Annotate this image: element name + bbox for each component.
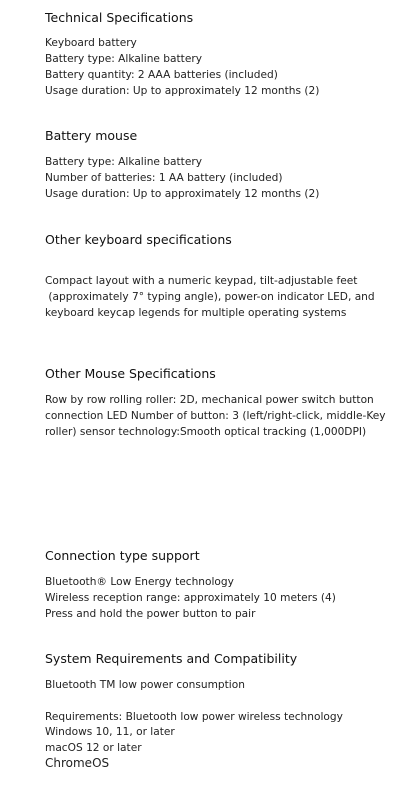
connection-line: Wireless reception range: approximately 10 meters (4) (45, 592, 336, 604)
connection-line: Bluetooth® Low Energy technology (45, 576, 234, 588)
tech-specs-line: Battery quantity: 2 AAA batteries (included) (45, 69, 278, 81)
mouse-specs-line: roller) sensor technology:Smooth optical tracking (1,000DPI) (45, 426, 367, 438)
system-req-line: Windows 10, 11, or later (45, 726, 175, 738)
keyboard-specs-heading: Other keyboard specifications (45, 232, 232, 247)
battery-mouse-line: Usage duration: Up to approximately 12 months (2) (45, 188, 320, 200)
system-req-line: Bluetooth TM low power consumption (45, 679, 245, 691)
battery-mouse-line: Number of batteries: 1 AA battery (included) (45, 172, 283, 184)
tech-specs-heading: Technical Specifications (45, 10, 194, 25)
mouse-specs-line: connection LED Number of button: 3 (left/right-click, middle-Key (45, 410, 386, 422)
system-req-line: macOS 12 or later (45, 742, 142, 754)
system-req-line: ChromeOS (45, 756, 110, 770)
keyboard-specs-line: (approximately 7° typing angle), power-on indicator LED, and (45, 291, 375, 303)
battery-mouse-line: Battery type: Alkaline battery (45, 156, 202, 168)
tech-specs-line: Usage duration: Up to approximately 12 months (2) (45, 85, 320, 97)
tech-specs-line: Keyboard battery (45, 37, 137, 49)
system-req-heading: System Requirements and Compatibility (45, 651, 298, 666)
battery-mouse-heading: Battery mouse (45, 128, 138, 143)
keyboard-specs-line: Compact layout with a numeric keypad, tilt-adjustable feet (45, 275, 358, 287)
mouse-specs-heading: Other Mouse Specifications (45, 366, 216, 381)
tech-specs-line: Battery type: Alkaline battery (45, 53, 202, 65)
keyboard-specs-line: keyboard keycap legends for multiple operating systems (45, 307, 347, 319)
mouse-specs-line: Row by row rolling roller: 2D, mechanical power switch button (45, 394, 374, 406)
connection-heading: Connection type support (45, 548, 200, 563)
connection-line: Press and hold the power button to pair (45, 608, 256, 620)
system-req-line: Requirements: Bluetooth low power wireless technology (45, 711, 343, 723)
